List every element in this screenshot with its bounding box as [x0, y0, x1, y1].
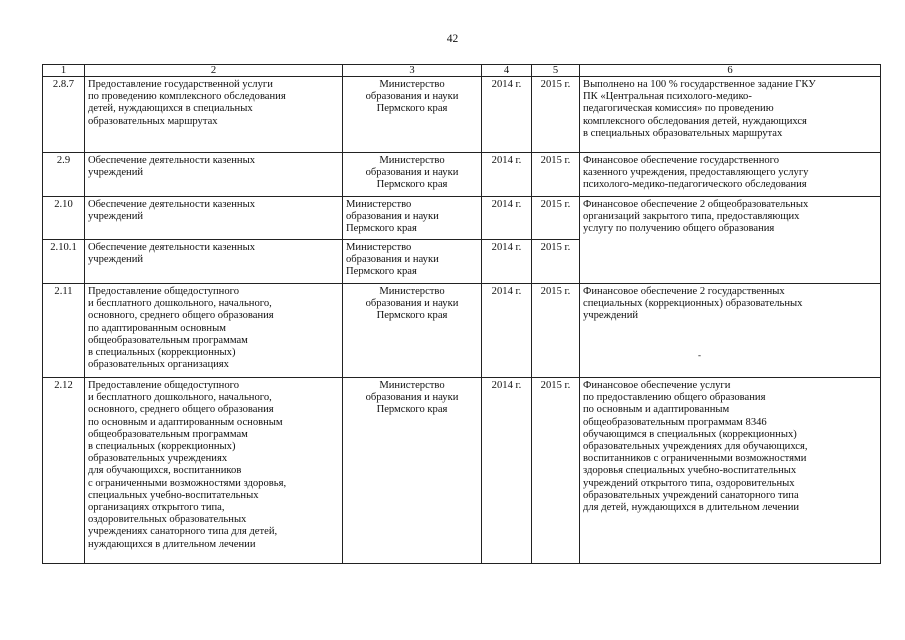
table-row [43, 197, 881, 240]
measure-description: Предоставление государственной услуги по проведению комплексного обследования детей, нуждающихся в специальных образовательных маршрутах [85, 77, 343, 153]
column-number-row [43, 65, 881, 77]
expected-result: Выполнено на 100 % государственное задание ГКУ ПК «Центральная психолого-медико- педагогическая комиссия» по проведению комплексного обследования детей, нуждающихся в специальных образовательных маршрутах [580, 77, 881, 153]
expected-result: Финансовое обеспечение услуги по предоставлению общего образования по основным и адаптированным общеобразовательным программам 8346 обучающимся в специальных (коррекционных) образовательных учреждениях для обучающихся, воспитанников с ограниченными возможностями здоровья специальных учебно-воспитательных учреждений открытого типа, оздоровительных образовательных учреждений санаторного типа для детей, нуждающихся в длительном лечении [580, 378, 881, 564]
expected-result: Финансовое обеспечение государственного казенного учреждения, предоставляющего услугу психолого-медико-педагогического обследования [580, 153, 881, 197]
page-number: 42 [446, 33, 459, 45]
end-year: 2015 г. [532, 284, 580, 378]
end-year: 2015 г. [532, 77, 580, 153]
responsible-executor: Министерство образования и науки Пермского края [343, 240, 482, 284]
column-header-1: 1 [43, 65, 85, 77]
row-number: 2.10.1 [43, 240, 85, 284]
table-row [43, 284, 881, 378]
responsible-executor: Министерство образования и науки Пермского края [343, 378, 482, 564]
measure-description: Обеспечение деятельности казенных учреждений [85, 153, 343, 197]
row-number: 2.9 [43, 153, 85, 197]
column-header-5: 5 [532, 65, 580, 77]
end-year: 2015 г. [532, 378, 580, 564]
table-row [43, 153, 881, 197]
row-number: 2.8.7 [43, 77, 85, 153]
responsible-executor: Министерство образования и науки Пермского края [343, 284, 482, 378]
end-year: 2015 г. [532, 153, 580, 197]
end-year: 2015 г. [532, 240, 580, 284]
row-number: 2.10 [43, 197, 85, 240]
table-row [43, 378, 881, 564]
expected-result: Финансовое обеспечение 2 государственных специальных (коррекционных) образовательных учреждений [580, 284, 881, 378]
column-header-4: 4 [482, 65, 532, 77]
start-year: 2014 г. [482, 153, 532, 197]
start-year: 2014 г. [482, 284, 532, 378]
column-header-6: 6 [580, 65, 881, 77]
start-year: 2014 г. [482, 240, 532, 284]
row-number: 2.12 [43, 378, 85, 564]
start-year: 2014 г. [482, 77, 532, 153]
measure-description: Обеспечение деятельности казенных учреждений [85, 240, 343, 284]
start-year: 2014 г. [482, 197, 532, 240]
stray-mark: - [698, 350, 701, 360]
end-year: 2015 г. [532, 197, 580, 240]
measure-description: Предоставление общедоступного и бесплатного дошкольного, начального, основного, среднего общего образования по основным и адаптированным основным общеобразовательным программам в специальных (коррекционных) образовательных учреждениях для обучающихся, воспитанников с ограниченными возможностями здоровья, специальных учебно-воспитательных организациях открытого типа, оздоровительных образовательных учреждениях санаторного типа для детей, нуждающихся в длительном лечении [85, 378, 343, 564]
row-number: 2.11 [43, 284, 85, 378]
responsible-executor: Министерство образования и науки Пермского края [343, 77, 482, 153]
start-year: 2014 г. [482, 378, 532, 564]
column-header-3: 3 [343, 65, 482, 77]
column-header-2: 2 [85, 65, 343, 77]
responsible-executor: Министерство образования и науки Пермского края [343, 197, 482, 240]
measure-description: Обеспечение деятельности казенных учреждений [85, 197, 343, 240]
responsible-executor: Министерство образования и науки Пермского края [343, 153, 482, 197]
expected-result: Финансовое обеспечение 2 общеобразовательных организаций закрытого типа, предоставляющих услугу по получению общего образования [580, 197, 881, 284]
table-row [43, 77, 881, 153]
measures-table [42, 64, 881, 564]
measure-description: Предоставление общедоступного и бесплатного дошкольного, начального, основного, среднего общего образования по адаптированным основным общеобразовательным программам в специальных (коррекционных) образовательных организациях [85, 284, 343, 378]
